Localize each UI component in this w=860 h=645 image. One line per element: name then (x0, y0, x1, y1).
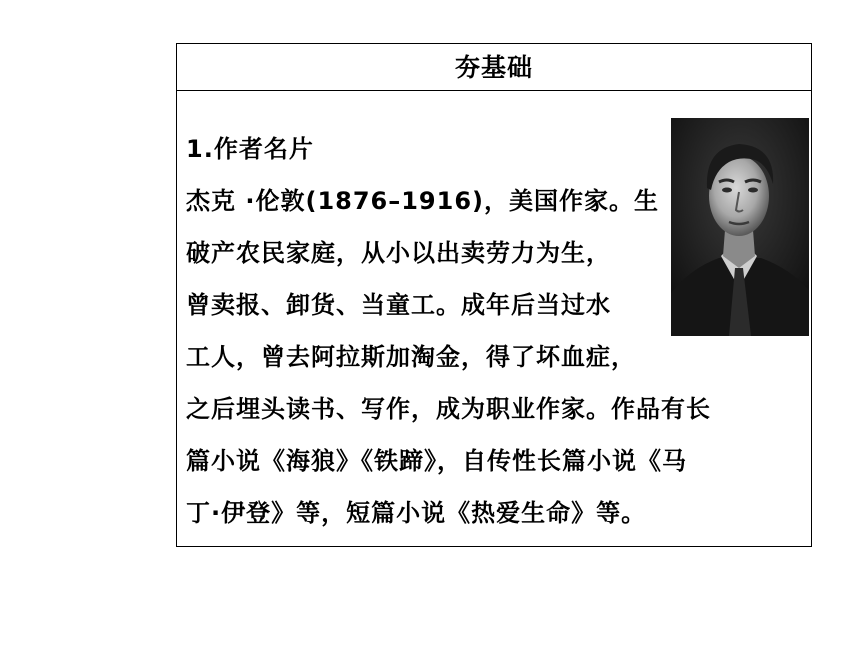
knowledge-card (176, 43, 812, 547)
card-header (177, 44, 811, 91)
text-line: 杰克 ·伦敦(1876–1916)，美国作家。生 (186, 187, 660, 215)
text-line: 篇小说《海狼》《铁蹄》，自传性长篇小说《马 (186, 447, 687, 475)
text-line: 破产农民家庭，从小以出卖劳力为生， (186, 239, 611, 267)
text-line: 曾卖报、卸货、当童工。成年后当过水 (186, 291, 611, 319)
section-title: 夯基础 (454, 52, 533, 82)
card-body (177, 91, 811, 547)
text-line: 之后埋头读书、写作，成为职业作家。作品有长 (186, 395, 711, 423)
text-line-heading: 1.作者名片 (186, 135, 314, 163)
text-line: 丁·伊登》等，短篇小说《热爱生命》等。 (186, 499, 647, 527)
text-line: 工人，曾去阿拉斯加淘金，得了坏血症， (186, 343, 636, 371)
author-portrait-photo (671, 118, 809, 336)
